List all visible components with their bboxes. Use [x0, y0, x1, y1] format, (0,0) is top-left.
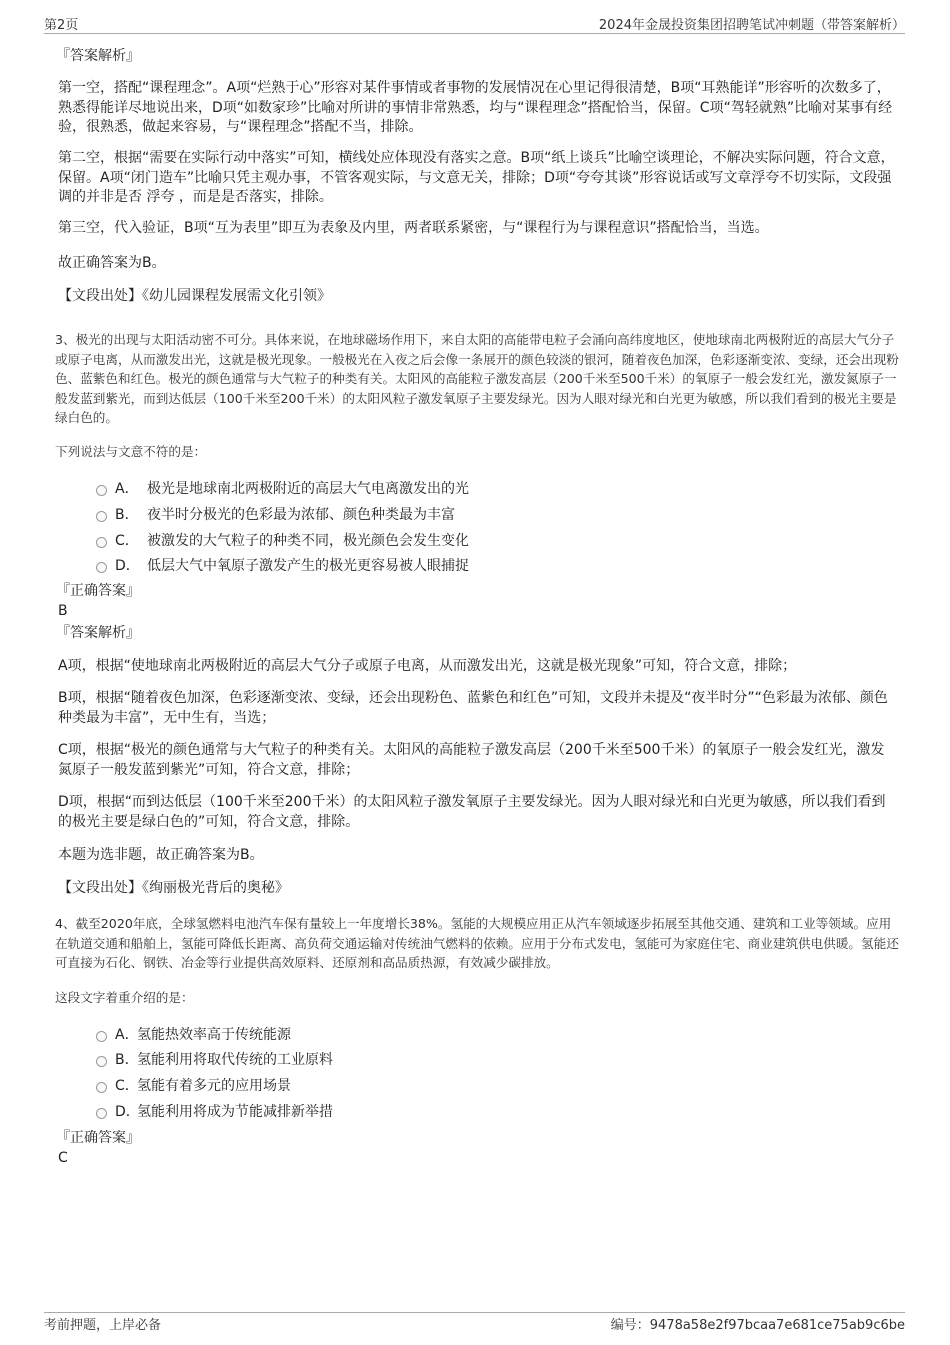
option-d[interactable]: D． 氢能利用将成为节能减排新举措: [96, 1101, 333, 1121]
analysis-paragraph: A项，根据“使地球南北两极附近的高层大气分子或原子电离，从而激发出光，这就是极光现象”可知，符合文意，排除；: [58, 658, 797, 674]
option-a[interactable]: A． 极光是地球南北两极附近的高层大气电离激发出的光: [96, 478, 469, 498]
option-b[interactable]: B． 氢能利用将取代传统的工业原料: [96, 1049, 333, 1069]
footer-slogan: 考前押题，上岸必备: [44, 1318, 162, 1333]
document-id: 编号：9478a58e2f97bcaa7e681ce75ab9c6be: [610, 1318, 905, 1333]
analysis-paragraph: B项，根据“随着夜色加深，色彩逐渐变浓、变绿，还会出现粉色、蓝紫色和红色”可知，文段并未提及“夜半时分”“色彩最为浓郁、颜色种类最为丰富”，无中生有，当选；: [58, 690, 888, 726]
option-a[interactable]: A． 氢能热效率高于传统能源: [96, 1024, 291, 1044]
radio-icon[interactable]: [96, 1031, 107, 1042]
question-passage: 4、截至2020年底，全球氢燃料电池汽车保有量较上一年度增长38%。氢能的大规模应用正从汽车领域逐步拓展至其他交通、建筑和工业等领域。应用在轨道交通和船舶上，氢能可降低长距离、高负荷交通运输对传统油气燃料的依赖。应用于分布式发电，氢能可为家庭住宅、商业建筑供电供暖。氢能还可直接为石化、钢铁、冶金等行业提供高效原料、还原剂和高品质热源，有效减少碳排放。: [55, 916, 899, 971]
source-citation: 【文段出处】《幼儿园课程发展需文化引领》: [58, 288, 331, 304]
radio-icon[interactable]: [96, 485, 107, 496]
header-divider: [44, 33, 905, 34]
document-title: 2024年金晟投资集团招聘笔试冲刺题（带答案解析）: [598, 18, 905, 33]
analysis-paragraph: 第二空，根据“需要在实际行动中落实”可知，横线处应体现没有落实之意。B项“纸上谈兵”比喻空谈理论，不解决实际问题，符合文意，保留。A项“闭门造车”比喻只凭主观办事，不管客观实际，与文意无关，排除；D项“夸夸其谈”形容说话或写文章浮夸不切实际，文段强调的并非是否 浮夸 ，而是是否落实，排除。: [58, 150, 895, 205]
analysis-paragraph: D项，根据“而到达低层（100千米至200千米）的太阳风粒子激发氧原子主要发绿光。因为人眼对绿光和白光更为敏感，所以我们看到的极光主要是绿白色的”可知，符合文意，排除。: [58, 794, 886, 830]
radio-icon[interactable]: [96, 537, 107, 548]
correct-answer-label: 『正确答案』: [56, 583, 140, 599]
page-number: 第2页: [44, 18, 79, 33]
analysis-label: 『答案解析』: [56, 625, 140, 641]
option-c[interactable]: C． 被激发的大气粒子的种类不同，极光颜色会发生变化: [96, 530, 469, 550]
footer-divider: [44, 1312, 905, 1313]
question-prompt: 这段文字着重介绍的是：: [55, 990, 194, 1005]
radio-icon[interactable]: [96, 562, 107, 573]
source-citation: 【文段出处】《绚丽极光背后的奥秘》: [58, 880, 289, 896]
analysis-paragraph: 第一空，搭配“课程理念”。A项“烂熟于心”形容对某件事情或者事物的发展情况在心里记得很清楚，B项“耳熟能详”形容听的次数多了，熟悉得能详尽地说出来，D项“如数家珍”比喻对所讲的事情非常熟悉，均与“课程理念”搭配恰当，保留。C项“驾轻就熟”比喻对某事有经验，很熟悉，做起来容易，与“课程理念”搭配不当，排除。: [58, 80, 893, 135]
question-prompt: 下列说法与文意不符的是：: [55, 444, 207, 459]
correct-answer: B: [58, 603, 68, 619]
analysis-paragraph: 第三空，代入验证，B项“互为表里”即互为表象及内里，两者联系紧密，与“课程行为与课程意识”搭配恰当，当选。: [58, 220, 769, 236]
correct-answer: C: [58, 1150, 68, 1166]
option-b[interactable]: B． 夜半时分极光的色彩最为浓郁、颜色种类最为丰富: [96, 504, 455, 524]
analysis-paragraph: C项，根据“极光的颜色通常与大气粒子的种类有关。太阳风的高能粒子激发高层（200千米至500千米）的氧原子一般会发红光，激发氮原子一般发蓝到紫光”可知，符合文意，排除；: [58, 742, 885, 778]
correct-answer-label: 『正确答案』: [56, 1130, 140, 1146]
analysis-label: 『答案解析』: [56, 48, 140, 64]
option-c[interactable]: C． 氢能有着多元的应用场景: [96, 1075, 291, 1095]
answer-conclusion: 本题为选非题，故正确答案为B。: [58, 847, 264, 863]
radio-icon[interactable]: [96, 1082, 107, 1093]
radio-icon[interactable]: [96, 511, 107, 522]
question-passage: 3、极光的出现与太阳活动密不可分。具体来说，在地球磁场作用下，来自太阳的高能带电粒子会涌向高纬度地区，使地球南北两极附近的高层大气分子或原子电离，从而激发出光，这就是极光现象。一般极光在入夜之后会像一条展开的颜色较淡的银河，随着夜色加深，色彩逐渐变浓、变绿，还会出现粉色、蓝紫色和红色。极光的颜色通常与大气粒子的种类有关。太阳风的高能粒子激发高层（200千米至500千米）的氧原子一般会发红光，激发氮原子一般发蓝到紫光，而到达低层（100千米至200千米）的太阳风粒子激发氧原子主要发绿光。因为人眼对绿光和白光更为敏感，所以我们看到的极光主要是绿白色的。: [55, 332, 899, 426]
option-d[interactable]: D． 低层大气中氧原子激发产生的极光更容易被人眼捕捉: [96, 555, 469, 575]
radio-icon[interactable]: [96, 1108, 107, 1119]
answer-conclusion: 故正确答案为B。: [58, 255, 166, 271]
radio-icon[interactable]: [96, 1056, 107, 1067]
